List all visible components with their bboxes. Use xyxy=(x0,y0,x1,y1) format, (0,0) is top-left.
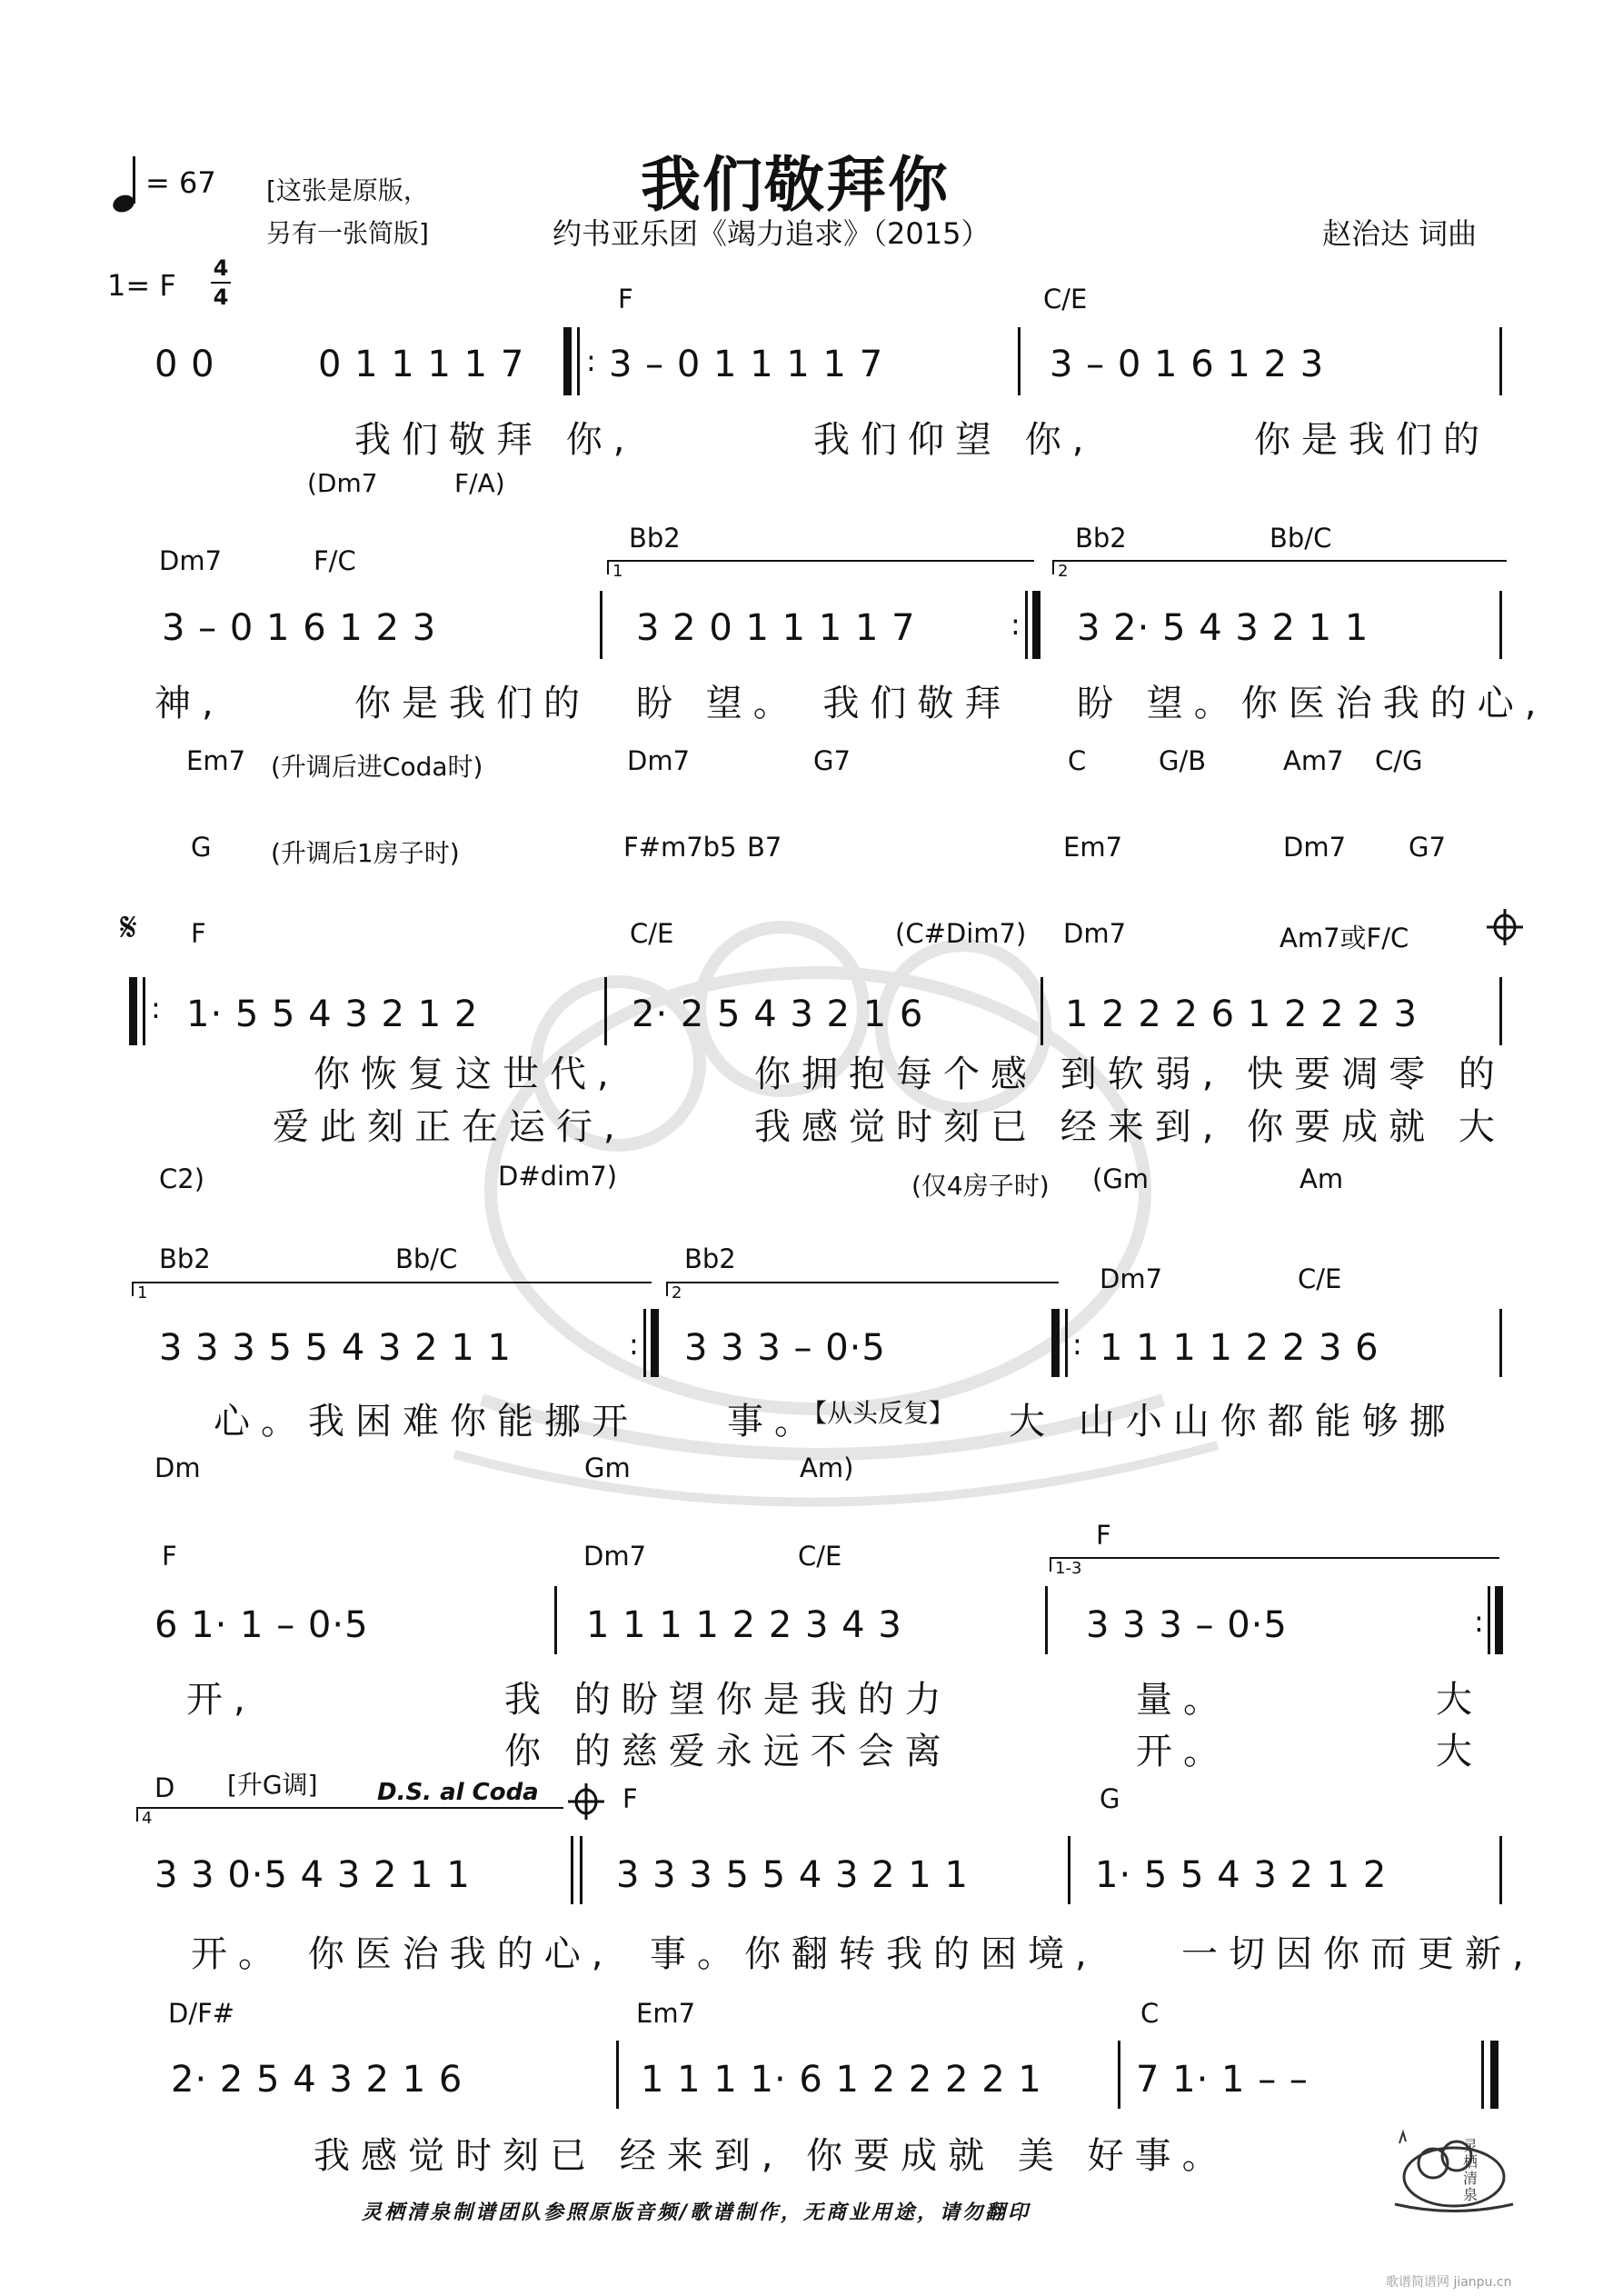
lyric-line: 盼 望。你医治我的心, xyxy=(1077,683,1548,724)
chord-alt: G/B xyxy=(1159,745,1207,776)
volta-bracket-4 xyxy=(136,1807,563,1809)
note-group: 1· 5 5 4 3 2 1 2 xyxy=(186,993,479,1035)
volta-number: 1 xyxy=(612,562,623,581)
note-group: 7 1· 1 – – xyxy=(1136,2059,1309,2101)
note-group: 1 1 1 1· 6 1 2 2 2 2 1 xyxy=(641,2059,1042,2101)
chord: C/E xyxy=(630,918,674,949)
coda-icon xyxy=(1487,909,1523,949)
barline xyxy=(1025,591,1028,659)
lyric-line: 我感觉时刻已 经来到, 你要成就 美 好事。 xyxy=(314,2135,1230,2177)
repeat-end-bar xyxy=(1032,591,1041,659)
song-source: 约书亚乐团《竭力追求》（2015） xyxy=(553,216,991,251)
chord-alt: Gm xyxy=(584,1452,631,1483)
chord-alt: C xyxy=(1068,745,1087,776)
song-author: 赵治达 词曲 xyxy=(1322,216,1478,251)
chord-alt: Dm7 xyxy=(1283,832,1347,863)
note-group: 1 1 1 1 2 2 3 6 xyxy=(1100,1327,1379,1369)
barline xyxy=(1499,327,1502,395)
repeat-start-bar xyxy=(1051,1309,1060,1377)
tempo-marking: = 67 xyxy=(145,165,216,200)
barline xyxy=(604,977,607,1045)
volta-number: 2 xyxy=(1058,562,1069,581)
lyric-line: 我们仰望 你, xyxy=(813,419,1095,461)
repeat-dots: : xyxy=(1474,1604,1484,1639)
repeat-start-bar xyxy=(129,977,137,1045)
note-group: 3 3 3 – 0·5 xyxy=(684,1327,886,1369)
chord-alt: C/G xyxy=(1375,745,1423,776)
repeat-dots: : xyxy=(151,991,161,1025)
repeat-dots: : xyxy=(1072,1327,1082,1362)
segno-icon: 𝄋 xyxy=(120,904,137,951)
barline xyxy=(1065,1309,1068,1377)
chord: Bb2 xyxy=(629,523,681,554)
chord: F xyxy=(162,1541,177,1572)
repeat-instruction: 【从头反复】 xyxy=(802,1398,955,1428)
chord: Em7 xyxy=(636,1998,696,2029)
lyric-line: 你是我们的 xyxy=(354,683,591,724)
note-group: 1· 5 5 4 3 2 1 2 xyxy=(1095,1854,1388,1896)
chord: Dm7 xyxy=(1100,1263,1163,1294)
lyric-line: 量。 xyxy=(1136,1679,1230,1721)
chord: F xyxy=(191,918,206,949)
chord: C/E xyxy=(1298,1263,1342,1294)
chord: (C#Dim7) xyxy=(895,918,1027,949)
footer-note: 灵栖清泉制谱团队参照原版音频/歌谱制作，无商业用途，请勿翻印 xyxy=(362,2201,1031,2224)
lyric-line: 大 xyxy=(1436,1679,1483,1721)
barline xyxy=(554,1586,557,1654)
chord: D/F# xyxy=(168,1998,235,2029)
repeat-dots: : xyxy=(1011,607,1021,642)
barline xyxy=(643,1309,646,1377)
chord-alt: F/A) xyxy=(454,468,505,498)
volta-bracket-1 xyxy=(607,560,1034,562)
chord-alt: (Dm7 xyxy=(307,468,378,498)
chord-alt: C2) xyxy=(159,1163,205,1194)
version-note-line1: [这张是原版， xyxy=(266,175,429,205)
note-group: 2· 2 5 4 3 2 1 6 xyxy=(171,2059,463,2101)
note-group: 0 0 xyxy=(154,344,215,385)
barline xyxy=(577,327,580,395)
barline xyxy=(600,591,602,659)
chord-alt: D#dim7) xyxy=(498,1161,618,1192)
note-group: 3 – 0 1 1 1 1 7 xyxy=(609,344,884,385)
lyric-line: 盼 望。 我们敬拜 xyxy=(636,683,1012,724)
chord: F xyxy=(622,1783,638,1814)
sheep-logo xyxy=(1386,2127,1522,2221)
barline xyxy=(1118,2041,1120,2109)
barline xyxy=(143,977,145,1045)
chord: F/C xyxy=(314,545,356,576)
volta-number: 1-3 xyxy=(1055,1559,1082,1578)
note-group: 6 1· 1 – 0·5 xyxy=(154,1604,369,1646)
lyric-line: 大 山小山你都能够挪 xyxy=(1009,1401,1457,1442)
barline xyxy=(1499,1836,1502,1904)
chord-alt-note: (升调后1房子时) xyxy=(271,838,460,868)
note-group: 3 3 3 5 5 4 3 2 1 1 xyxy=(159,1327,512,1369)
chord: C/E xyxy=(1043,284,1088,314)
barline xyxy=(1499,977,1502,1045)
volta-bracket-1-3 xyxy=(1050,1557,1499,1559)
chord: Bb2 xyxy=(684,1243,736,1274)
volta-bracket-2 xyxy=(1052,560,1507,562)
barline xyxy=(1068,1836,1070,1904)
repeat-dots: : xyxy=(629,1327,639,1362)
volta-number: 1 xyxy=(137,1283,148,1303)
chord-alt: Am xyxy=(1299,1163,1344,1194)
barline xyxy=(616,2041,619,2109)
repeat-dots: : xyxy=(586,344,596,378)
lyric-line: 开。 你医治我的心, xyxy=(191,1933,614,1975)
barline xyxy=(580,1836,582,1904)
logo-text: 灵栖清泉 xyxy=(1463,2137,1479,2203)
quarter-note-icon xyxy=(111,155,144,216)
chord-alt: Am7 xyxy=(1283,745,1344,776)
time-top: 4 xyxy=(213,255,229,281)
note-group: 3 – 0 1 6 1 2 3 xyxy=(1050,344,1325,385)
key-signature: 1= F xyxy=(107,268,176,303)
lyric-line: 你是我们的 xyxy=(1254,419,1490,461)
chord: D xyxy=(154,1772,175,1803)
repeat-end-bar xyxy=(1495,1586,1503,1654)
chord: F xyxy=(1096,1520,1111,1551)
repeat-end-bar xyxy=(651,1309,659,1377)
key-change-note: [升G调] xyxy=(227,1770,318,1800)
lyric-line: 开。 xyxy=(1136,1731,1230,1772)
barline xyxy=(1499,1309,1502,1377)
site-watermark: 歌谱简谱网 jianpu.cn xyxy=(1386,2275,1512,2290)
note-group: 3 – 0 1 6 1 2 3 xyxy=(162,607,437,649)
chord: Dm7 xyxy=(1063,918,1127,949)
chord-alt: G7 xyxy=(1409,832,1446,863)
version-note-line2: 另有一张简版] xyxy=(266,218,429,248)
volta-bracket-2 xyxy=(666,1282,1059,1283)
chord-alt-note: (升调后进Coda时) xyxy=(271,752,483,782)
note-group: 3 2 0 1 1 1 1 7 xyxy=(636,607,916,649)
chord-alt: B7 xyxy=(747,832,782,863)
barline xyxy=(571,1836,573,1904)
repeat-start-bar xyxy=(563,327,572,395)
note-group: 3 3 3 – 0·5 xyxy=(1086,1604,1288,1646)
chord-alt: Em7 xyxy=(186,745,246,776)
chord: Bb/C xyxy=(1270,523,1332,554)
volta-number: 4 xyxy=(142,1809,153,1828)
barline xyxy=(1488,1586,1490,1654)
chord: F xyxy=(618,284,633,314)
lyric-line: 大 xyxy=(1436,1731,1483,1772)
chord: Dm7 xyxy=(159,545,223,576)
time-bottom: 4 xyxy=(213,285,229,310)
barline xyxy=(1018,327,1021,395)
final-barline-thin xyxy=(1481,2041,1484,2109)
note-group: 1 1 1 1 2 2 3 4 3 xyxy=(586,1604,902,1646)
final-barline-thick xyxy=(1490,2041,1499,2109)
note-group: 3 2· 5 4 3 2 1 1 xyxy=(1077,607,1369,649)
chord-alt: G7 xyxy=(813,745,851,776)
barline xyxy=(1045,1586,1048,1654)
chord: Bb2 xyxy=(159,1243,211,1274)
ds-al-coda-label: D.S. al Coda xyxy=(377,1779,539,1806)
note-group: 3 3 0·5 4 3 2 1 1 xyxy=(154,1854,471,1896)
chord: Am7或F/C xyxy=(1279,923,1409,953)
chord-alt: Am) xyxy=(800,1452,854,1483)
chord: G xyxy=(1100,1783,1120,1814)
lyric-line: 你拥抱每个感 到软弱, 快要凋零 的 xyxy=(754,1053,1506,1095)
chord: C/E xyxy=(798,1541,842,1572)
barline xyxy=(1041,977,1043,1045)
lyric-line: 事。 xyxy=(727,1401,821,1442)
lyric-line: 开, xyxy=(186,1679,256,1721)
chord-alt: Em7 xyxy=(1063,832,1123,863)
volta-bracket-1 xyxy=(132,1282,652,1283)
lyric-line: 我们敬拜 你, xyxy=(354,419,636,461)
lyric-line: 我感觉时刻已 经来到, 你要成就 大 xyxy=(754,1106,1506,1148)
chord-alt: F#m7b5 xyxy=(623,832,737,863)
time-signature xyxy=(211,255,231,311)
lyric-line: 神, xyxy=(154,683,224,724)
lyric-line: 一切因你而更新, xyxy=(1181,1933,1535,1975)
chord-alt: Dm xyxy=(154,1452,201,1483)
chord-alt-note: (仅4房子时) xyxy=(911,1171,1050,1201)
coda-icon xyxy=(568,1783,604,1823)
lyric-line: 爱此刻正在运行, xyxy=(273,1106,626,1148)
chord: C xyxy=(1140,1998,1160,2029)
chord-alt: Dm7 xyxy=(627,745,691,776)
note-group: 2· 2 5 4 3 2 1 6 xyxy=(632,993,924,1035)
chord-alt: G xyxy=(191,832,212,863)
note-group: 3 3 3 5 5 4 3 2 1 1 xyxy=(616,1854,969,1896)
lyric-line: 你恢复这世代, xyxy=(314,1053,620,1095)
lyric-line: 我 的盼望你是我的力 xyxy=(504,1679,952,1721)
volta-number: 2 xyxy=(672,1283,682,1303)
song-title: 我们敬拜你 xyxy=(641,150,950,220)
chord-alt: (Gm xyxy=(1092,1163,1150,1194)
lyric-line: 你 的慈爱永远不会离 xyxy=(504,1731,952,1772)
chord: Bb2 xyxy=(1075,523,1127,554)
chord: Dm7 xyxy=(583,1541,647,1572)
note-group: 1 2 2 2 6 1 2 2 2 3 xyxy=(1065,993,1418,1035)
lyric-line: 事。你翻转我的困境, xyxy=(650,1933,1098,1975)
barline xyxy=(1499,591,1502,659)
note-group: 0 1 1 1 1 7 xyxy=(318,344,525,385)
chord: Bb/C xyxy=(395,1243,458,1274)
lyric-line: 心。我困难你能挪开 xyxy=(214,1401,639,1442)
